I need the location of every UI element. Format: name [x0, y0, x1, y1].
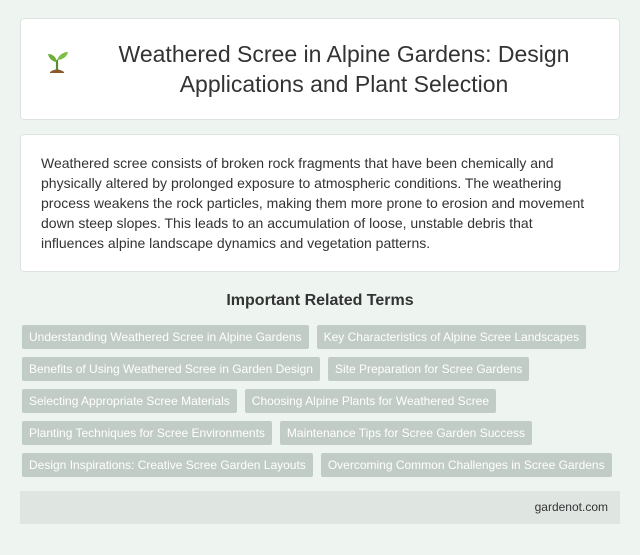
- related-term-tag[interactable]: Key Characteristics of Alpine Scree Landscapes: [317, 325, 586, 349]
- related-terms-list: [22, 325, 620, 485]
- tag-row: [22, 421, 620, 445]
- related-term-tag[interactable]: Understanding Weathered Scree in Alpine Gardens: [22, 325, 309, 349]
- related-term-tag[interactable]: Maintenance Tips for Scree Garden Success: [280, 421, 532, 445]
- tag-row: [22, 357, 620, 381]
- related-term-tag[interactable]: Site Preparation for Scree Gardens: [328, 357, 529, 381]
- title-wrap: [40, 39, 600, 99]
- footer-site-link[interactable]: gardenot.com: [534, 500, 608, 514]
- related-term-tag[interactable]: Selecting Appropriate Scree Materials: [22, 389, 237, 413]
- description-card: [20, 134, 620, 272]
- related-terms-heading: Important Related Terms: [226, 292, 414, 309]
- related-term-tag[interactable]: Planting Techniques for Scree Environments: [22, 421, 272, 445]
- related-term-tag[interactable]: Benefits of Using Weathered Scree in Garden Design: [22, 357, 320, 381]
- description-text: Weathered scree consists of broken rock fragments that have been chemically and physically altered by prolonged exposure to atmospheric conditions. The weathering process weakens the rock particles, making them more prone to erosion and movement down steep slopes. This leads to an accumulation of loose, unstable debris that influences alpine landscape dynamics and vegetation patterns.: [41, 155, 585, 251]
- page-title: Weathered Scree in Alpine Gardens: Design Applications and Plant Selection: [118, 41, 570, 97]
- tag-row: [22, 453, 620, 477]
- tag-row: [22, 325, 620, 349]
- related-term-tag[interactable]: Overcoming Common Challenges in Scree Gardens: [321, 453, 612, 477]
- related-term-tag[interactable]: Design Inspirations: Creative Scree Garden Layouts: [22, 453, 313, 477]
- tag-row: [22, 389, 620, 413]
- related-term-tag[interactable]: Choosing Alpine Plants for Weathered Scree: [245, 389, 496, 413]
- title-card: [20, 18, 620, 120]
- footer: [20, 491, 620, 524]
- sprout-icon: [40, 45, 74, 79]
